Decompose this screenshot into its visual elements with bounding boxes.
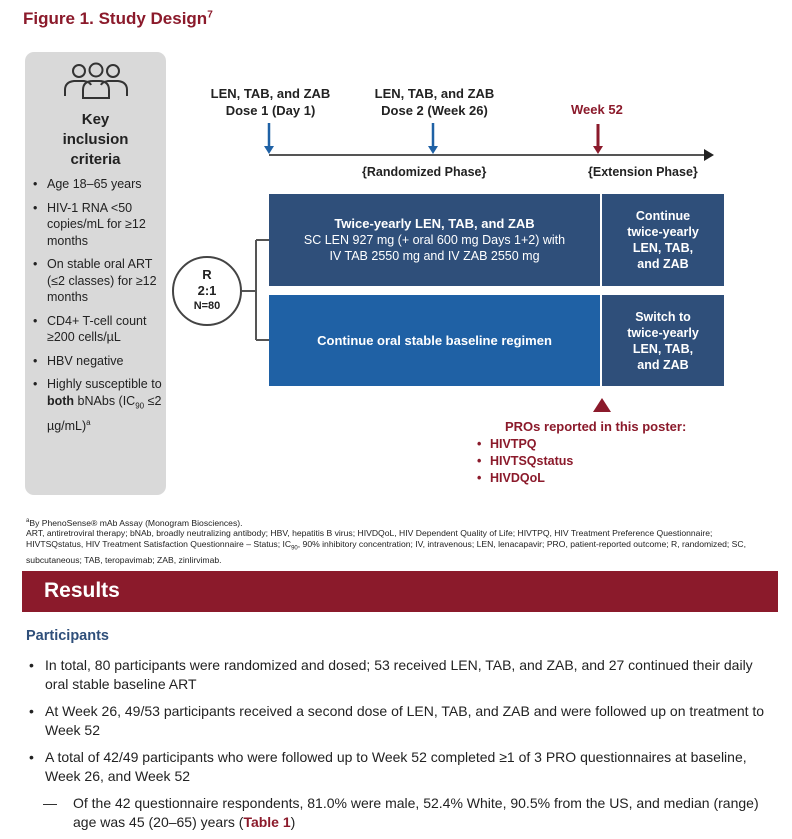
dose1-label-line: Dose 1 (Day 1) — [225, 103, 316, 118]
result-bullet — [26, 748, 766, 786]
timeline-arrowhead — [704, 149, 714, 161]
footnote-a-marker: a — [26, 518, 30, 524]
extension-phase-label: {Extension Phase} — [588, 165, 698, 179]
criteria-item-sup: a — [86, 417, 91, 427]
arm1-title: Twice-yearly LEN, TAB, and ZAB — [334, 216, 535, 231]
criteria-item: • CD4+ T-cell count ≥200 cells/µL — [31, 313, 165, 346]
criteria-heading-line: inclusion — [62, 131, 129, 148]
arm1-randomized-box — [269, 194, 600, 286]
randomization-r: R — [202, 267, 212, 282]
criteria-heading-line: Key — [81, 111, 110, 128]
criteria-item: • HIV-1 RNA <50 copies/mL for ≥12 months — [31, 200, 165, 250]
criteria-item-sub: 90 — [135, 401, 145, 410]
arm2-randomized-box — [269, 295, 600, 386]
arm2-extension-line: LEN, TAB, — [632, 341, 694, 356]
result-bullet-text: A total of 42/49 participants who were followed up to Week 52 completed ≥1 of 3 PRO questionnaires at baseline, Week 26, and Week 52 — [45, 749, 747, 784]
arm2-extension-line: and ZAB — [637, 357, 689, 372]
randomization-circle — [172, 256, 242, 326]
arm2-extension-line: Switch to — [635, 309, 691, 324]
criteria-item: • Age 18–65 years — [31, 176, 165, 193]
participants-heading: Participants — [26, 628, 109, 644]
results-banner-title: Results — [44, 579, 120, 602]
criteria-heading-line: criteria — [70, 151, 121, 168]
footnote-abbreviations — [26, 528, 766, 566]
dose2-label-line: LEN, TAB, and ZAB — [374, 86, 495, 101]
arm1-extension-line: Continue — [635, 209, 691, 223]
table1-reference-link[interactable]: Table 1 — [243, 814, 291, 830]
criteria-item-bold: both — [47, 393, 75, 408]
criteria-item: • HBV negative — [31, 353, 165, 370]
pro-list — [477, 436, 573, 487]
criteria-item-text: ≤2 µg/mL) — [47, 393, 162, 433]
dose2-label-line: Dose 2 (Week 26) — [381, 103, 488, 118]
arm1-extension-line: twice-yearly — [627, 225, 699, 239]
footnote-abbr-sub: 90 — [291, 545, 298, 552]
arm1-dosing-line: SC LEN 927 mg (+ oral 600 mg Days 1+2) with — [303, 233, 566, 247]
dose2-arrow-head — [428, 146, 438, 154]
dose2-label — [362, 85, 507, 119]
arm2-extension-line: twice-yearly — [627, 325, 699, 340]
randomization-ratio: 2:1 — [197, 283, 217, 298]
arm2-title: Continue oral stable baseline regimen — [317, 333, 552, 348]
sub-bullet-dash: — — [43, 795, 57, 811]
footnote-a — [26, 516, 766, 529]
footnote-abbr-text: , 90% inhibitory concentration; IV, intravenous; LEN, lenacapavir; PRO, patient-reported outcome; R, randomized; SC, subcutaneous; TAB, teropavimab; ZAB, zinlirvimab. — [26, 539, 747, 565]
dose1-label-line: LEN, TAB, and ZAB — [210, 86, 331, 101]
result-bullet — [26, 656, 766, 694]
result-bullet — [26, 702, 766, 740]
pro-item: • HIVTPQ — [477, 436, 573, 453]
pro-marker-triangle — [593, 398, 611, 412]
criteria-item: • On stable oral ART (≤2 classes) for ≥12 months — [31, 256, 165, 306]
criteria-item-text: bNAbs (IC — [74, 393, 136, 408]
randomized-phase-label: {Randomized Phase} — [362, 165, 487, 179]
dose1-arrow-head — [264, 146, 274, 154]
bullet-dot: • — [29, 657, 34, 673]
result-bullet-text: At Week 26, 49/53 participants received a second dose of LEN, TAB, and ZAB and were followed up on treatment to Week 52 — [45, 703, 765, 738]
figure-title-ref: 7 — [207, 9, 213, 21]
criteria-item-text: Highly susceptible to — [47, 377, 162, 391]
arm1-extension-box — [602, 194, 724, 286]
result-sub-bullet-text: Of the 42 questionnaire respondents, 81.0% were male, 52.4% White, 90.5% from the US, and median (range) age was 45 (20–65) years ( — [73, 795, 759, 830]
arm1-extension-line: LEN, TAB, — [632, 241, 694, 255]
footnote-a-text: By PhenoSense® mAb Assay (Monogram Biosciences). — [29, 517, 243, 528]
week52-arrow-head — [593, 146, 603, 154]
figure-title-text: Figure 1. Study Design — [23, 9, 208, 28]
bullet-dot: • — [29, 749, 34, 765]
arm1-dosing-line: IV TAB 2550 mg and IV ZAB 2550 mg — [329, 249, 540, 263]
arm1-extension-line: and ZAB — [637, 257, 689, 271]
randomization-n: N=80 — [193, 300, 221, 312]
results-banner — [22, 571, 778, 612]
pro-item: • HIVDQoL — [477, 470, 573, 487]
result-sub-bullet-text: ) — [290, 814, 296, 830]
footnote-abbr-text: ART, antiretroviral therapy; bNAb, broadly neutralizing antibody; HBV, hepatitis B virus; HIVDQoL, HIV Dependent Quality of Life; HIVTPQ, HIV Treatment Preference Questionnaire; HIVTSQstatus, HIV Treatment Satisfaction Questionnaire – Status; IC — [26, 528, 713, 549]
pro-heading: PROs reported in this poster: — [505, 419, 687, 434]
bullet-dot: • — [29, 703, 34, 719]
week52-label: Week 52 — [571, 102, 623, 117]
pro-item: • HIVTSQstatus — [477, 453, 573, 470]
result-bullet-text: In total, 80 participants were randomized and dosed; 53 received LEN, TAB, and ZAB, and 27 continued their daily oral stable baseline ART — [45, 657, 753, 692]
result-sub-bullet — [43, 794, 773, 832]
arm2-extension-box — [602, 295, 724, 386]
dose1-label — [198, 85, 343, 119]
